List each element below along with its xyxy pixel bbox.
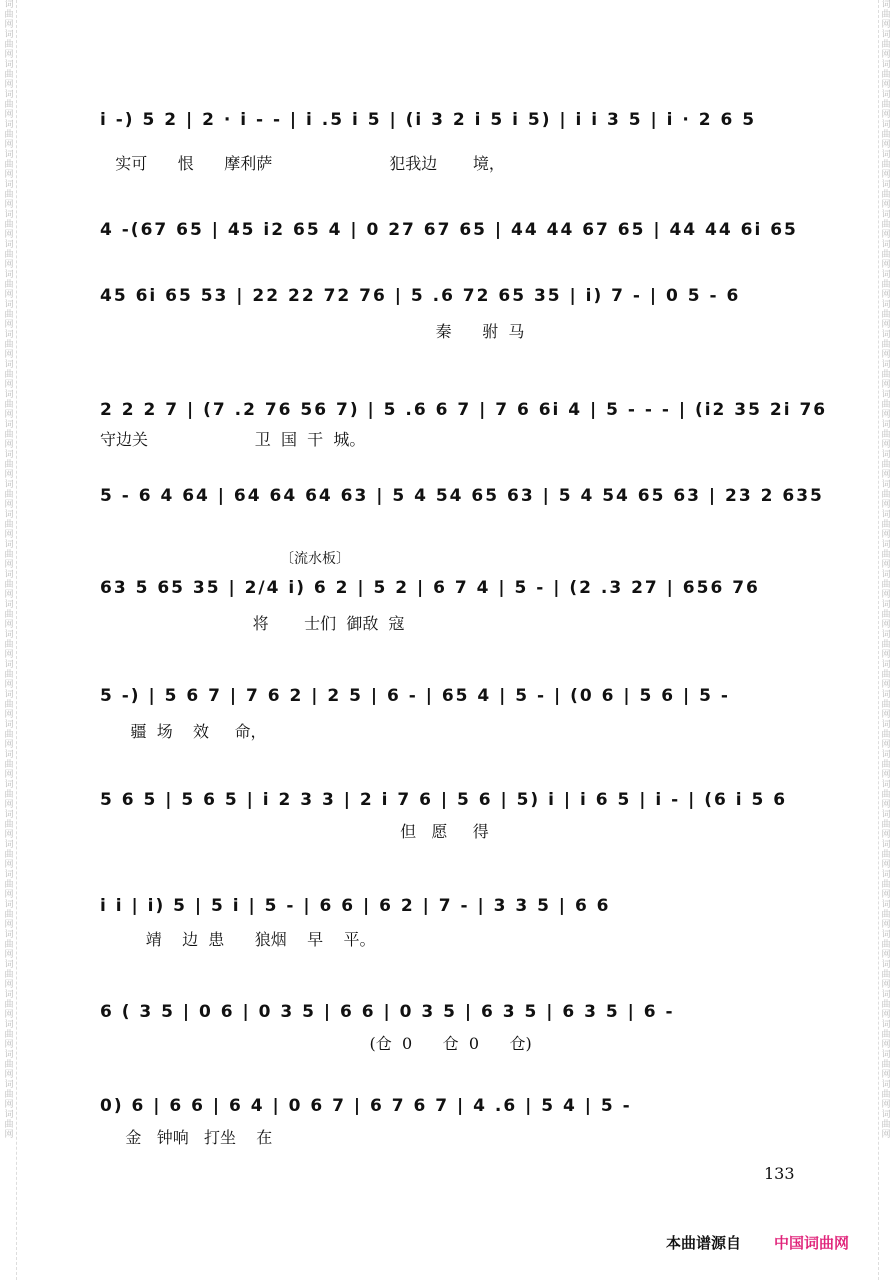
lyric-line: (仓 0 仓 0 仓) (100, 1034, 532, 1053)
notation-line: 5 -) | 5 6 7 | 7 6 2 | 2 5 | 6 - | 65 4 | 5 - | (0 6 | 5 6 | 5 - (100, 686, 730, 706)
page-number: 133 (764, 1164, 795, 1183)
notation-line: i -) 5 2 | 2 · i - - | i .5 i 5 | (i 3 2 i 5 i 5) | i i 3 5 | i · 2 6 5 (100, 110, 757, 130)
footer-source-text: 本曲谱源自 (666, 1234, 742, 1252)
notation-line: 0) 6 | 6 6 | 6 4 | 0 6 7 | 6 7 6 7 | 4 .6 | 5 4 | 5 - (100, 1096, 632, 1116)
notation-line: 2 2 2 7 | (7 .2 76 56 7) | 5 .6 6 7 | 7 6 6i 4 | 5 - - - | (i2 35 2i 76 (100, 400, 828, 420)
notation-line: 5 - 6 4 64 | 64 64 64 63 | 5 4 54 65 63 | 5 4 54 65 63 | 23 2 635 (100, 486, 824, 506)
lyric-line: 守边关 卫 国 干 城。 (100, 430, 366, 449)
footer-brand-link[interactable]: 中国词曲网 (774, 1234, 850, 1252)
notation-line: 45 6i 65 53 | 22 22 72 76 | 5 .6 72 65 35 | i) 7 - | 0 5 - 6 (100, 286, 741, 306)
notation-line: i i | i) 5 | 5 i | 5 - | 6 6 | 6 2 | 7 - | 3 3 5 | 6 6 (100, 896, 611, 916)
left-margin-watermark: 词曲网词曲网词曲网词曲网词曲网词曲网词曲网词曲网词曲网词曲网词曲网词曲网词曲网词曲网词曲网词曲网词曲网词曲网词曲网词曲网词曲网词曲网词曲网词曲网词曲网词曲网词曲网词曲网词曲网词曲网词曲网词曲网词曲网词曲网词曲网词曲网词曲网词曲网 (2, 0, 17, 1280)
notation-line: 63 5 65 35 | 2/4 i) 6 2 | 5 2 | 6 7 4 | 5 - | (2 .3 27 | 656 76 (100, 578, 760, 598)
lyric-line: 秦 驸 马 (100, 322, 525, 341)
notation-line: 6 ( 3 5 | 0 6 | 0 3 5 | 6 6 | 0 3 5 | 6 3 5 | 6 3 5 | 6 - (100, 1002, 675, 1022)
lyric-line: 疆 场 效 命， (100, 722, 267, 741)
lyric-line: 将 士们 御敌 寇 (100, 614, 405, 633)
lyric-line (100, 516, 810, 544)
lyric-line: 靖 边 患 狼烟 早 平。 (100, 930, 376, 949)
lyric-line: 但 愿 得 (100, 822, 489, 841)
notation-line: 4 -(67 65 | 45 i2 65 4 | 0 27 67 65 | 44 44 67 65 | 44 44 6i 65 (100, 220, 798, 240)
lyric-line: 金 钟响 打坐 在 (100, 1128, 273, 1147)
right-margin-watermark: 词曲网词曲网词曲网词曲网词曲网词曲网词曲网词曲网词曲网词曲网词曲网词曲网词曲网词曲网词曲网词曲网词曲网词曲网词曲网词曲网词曲网词曲网词曲网词曲网词曲网词曲网词曲网词曲网词曲网词曲网词曲网词曲网词曲网词曲网词曲网词曲网词曲网词曲网 (878, 0, 893, 1280)
notation-line: 5 6 5 | 5 6 5 | i 2 3 3 | 2 i 7 6 | 5 6 | 5) i | i 6 5 | i - | (6 i 5 6 (100, 790, 788, 810)
tempo-marking: 〔流水板〕 (280, 551, 350, 567)
lyric-line: 实可 恨 摩利萨 犯我边 境， (100, 154, 505, 173)
